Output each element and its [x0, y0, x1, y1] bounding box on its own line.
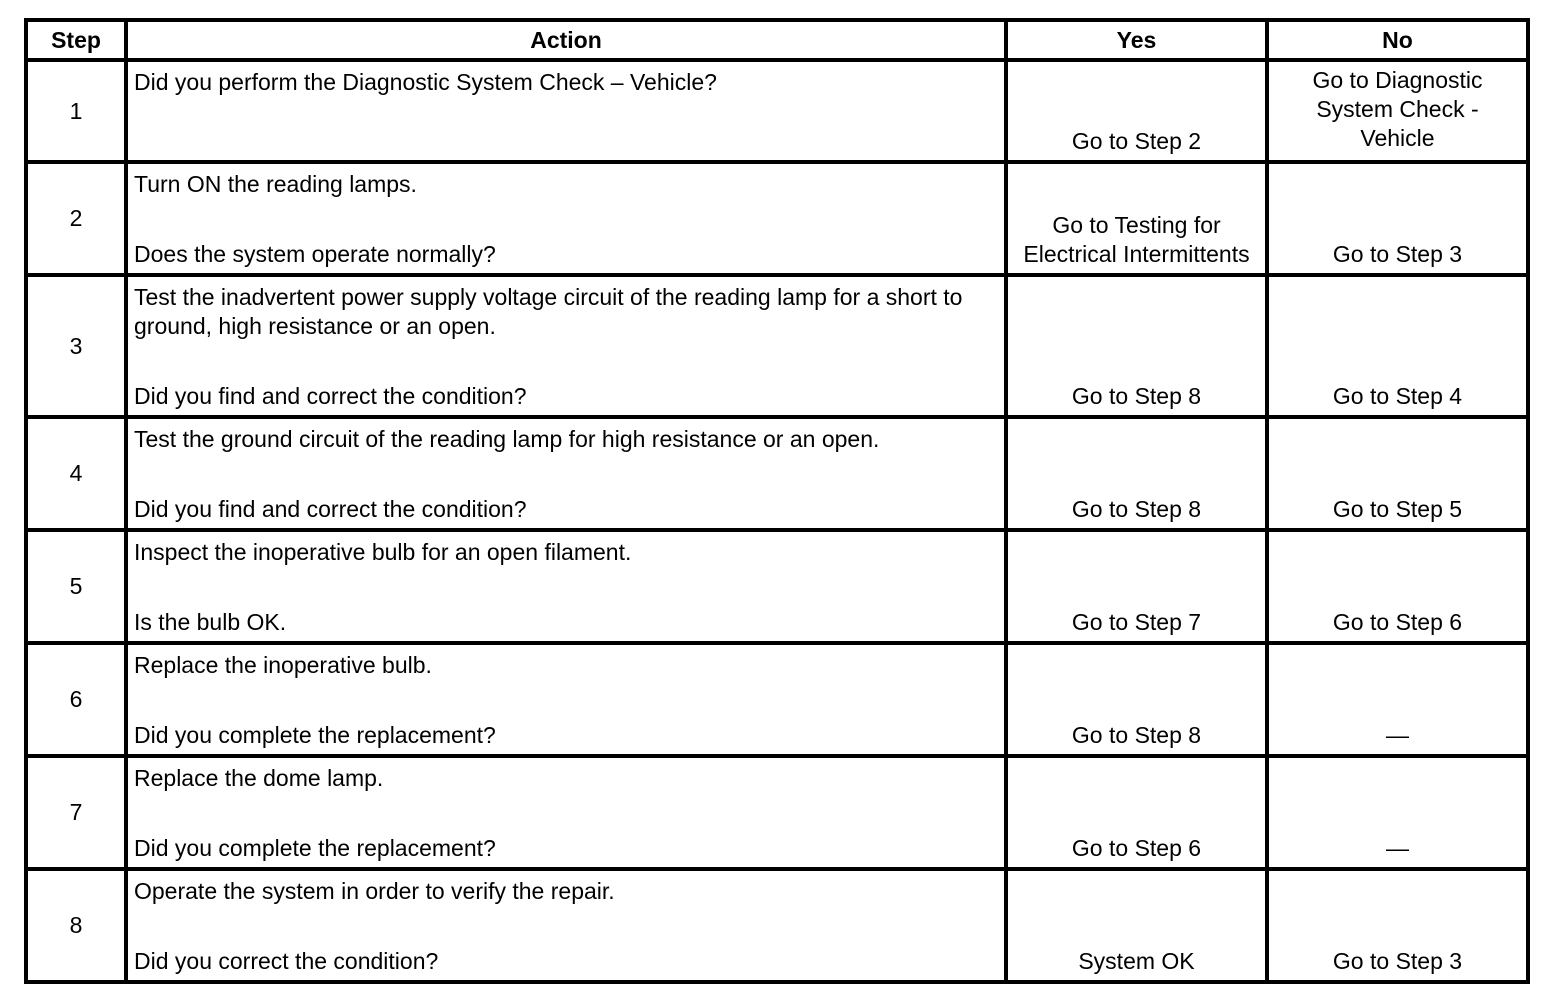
step-number: 6	[26, 643, 126, 756]
action-cell	[126, 162, 1006, 275]
step-number: 7	[26, 756, 126, 869]
no-cell: —	[1267, 756, 1528, 869]
table-row	[26, 275, 1528, 417]
action-question: Did you correct the condition?	[134, 948, 439, 974]
no-cell: Go to Step 3	[1267, 162, 1528, 275]
step-number: 2	[26, 162, 126, 275]
no-cell: Go to Step 3	[1267, 869, 1528, 982]
yes-cell: Go to Step 7	[1006, 530, 1267, 643]
table-row	[26, 162, 1528, 275]
action-instruction: Test the inadvertent power supply voltage circuit of the reading lamp for a short to ground, high resistance or an open.	[134, 284, 963, 339]
no-cell	[1267, 60, 1528, 162]
yes-text: Go to Testing for Electrical Intermittents	[1023, 212, 1250, 267]
yes-cell: System OK	[1006, 869, 1267, 982]
no-text: Go to Diagnostic System Check - Vehicle	[1312, 67, 1483, 151]
action-question: Did you complete the replacement?	[134, 835, 496, 861]
action-cell	[126, 530, 1006, 643]
header-no: No	[1267, 20, 1528, 60]
action-question: Did you find and correct the condition?	[134, 496, 527, 522]
step-number: 4	[26, 417, 126, 530]
action-instruction: Replace the inoperative bulb.	[134, 652, 432, 678]
table-row	[26, 643, 1528, 756]
yes-cell	[1006, 162, 1267, 275]
action-cell	[126, 417, 1006, 530]
no-cell: Go to Step 5	[1267, 417, 1528, 530]
action-question: Did you find and correct the condition?	[134, 383, 527, 409]
step-number: 5	[26, 530, 126, 643]
action-cell	[126, 275, 1006, 417]
action-question: Is the bulb OK.	[134, 609, 287, 635]
table-row	[26, 756, 1528, 869]
step-number: 3	[26, 275, 126, 417]
yes-cell: Go to Step 2	[1006, 60, 1267, 162]
no-cell: —	[1267, 643, 1528, 756]
header-action: Action	[126, 20, 1006, 60]
diagnostic-table	[24, 18, 1530, 984]
action-instruction: Operate the system in order to verify the repair.	[134, 878, 615, 904]
yes-cell: Go to Step 8	[1006, 275, 1267, 417]
table-row	[26, 869, 1528, 982]
action-instruction: Turn ON the reading lamps.	[134, 171, 417, 197]
yes-cell: Go to Step 6	[1006, 756, 1267, 869]
table-row	[26, 417, 1528, 530]
action-instruction: Inspect the inoperative bulb for an open filament.	[134, 539, 632, 565]
action-question: Does the system operate normally?	[134, 241, 496, 267]
action-cell	[126, 756, 1006, 869]
step-number: 1	[26, 60, 126, 162]
yes-cell: Go to Step 8	[1006, 417, 1267, 530]
yes-cell: Go to Step 8	[1006, 643, 1267, 756]
step-number: 8	[26, 869, 126, 982]
no-cell: Go to Step 4	[1267, 275, 1528, 417]
table-row	[26, 530, 1528, 643]
no-cell: Go to Step 6	[1267, 530, 1528, 643]
action-cell	[126, 869, 1006, 982]
action-instruction: Replace the dome lamp.	[134, 765, 384, 791]
action-instruction: Did you perform the Diagnostic System Check – Vehicle?	[134, 69, 717, 95]
header-row	[26, 20, 1528, 60]
action-cell	[126, 60, 1006, 162]
header-yes: Yes	[1006, 20, 1267, 60]
action-cell	[126, 643, 1006, 756]
header-step: Step	[26, 20, 126, 60]
table-row	[26, 60, 1528, 162]
action-question: Did you complete the replacement?	[134, 722, 496, 748]
action-instruction: Test the ground circuit of the reading lamp for high resistance or an open.	[134, 426, 880, 452]
